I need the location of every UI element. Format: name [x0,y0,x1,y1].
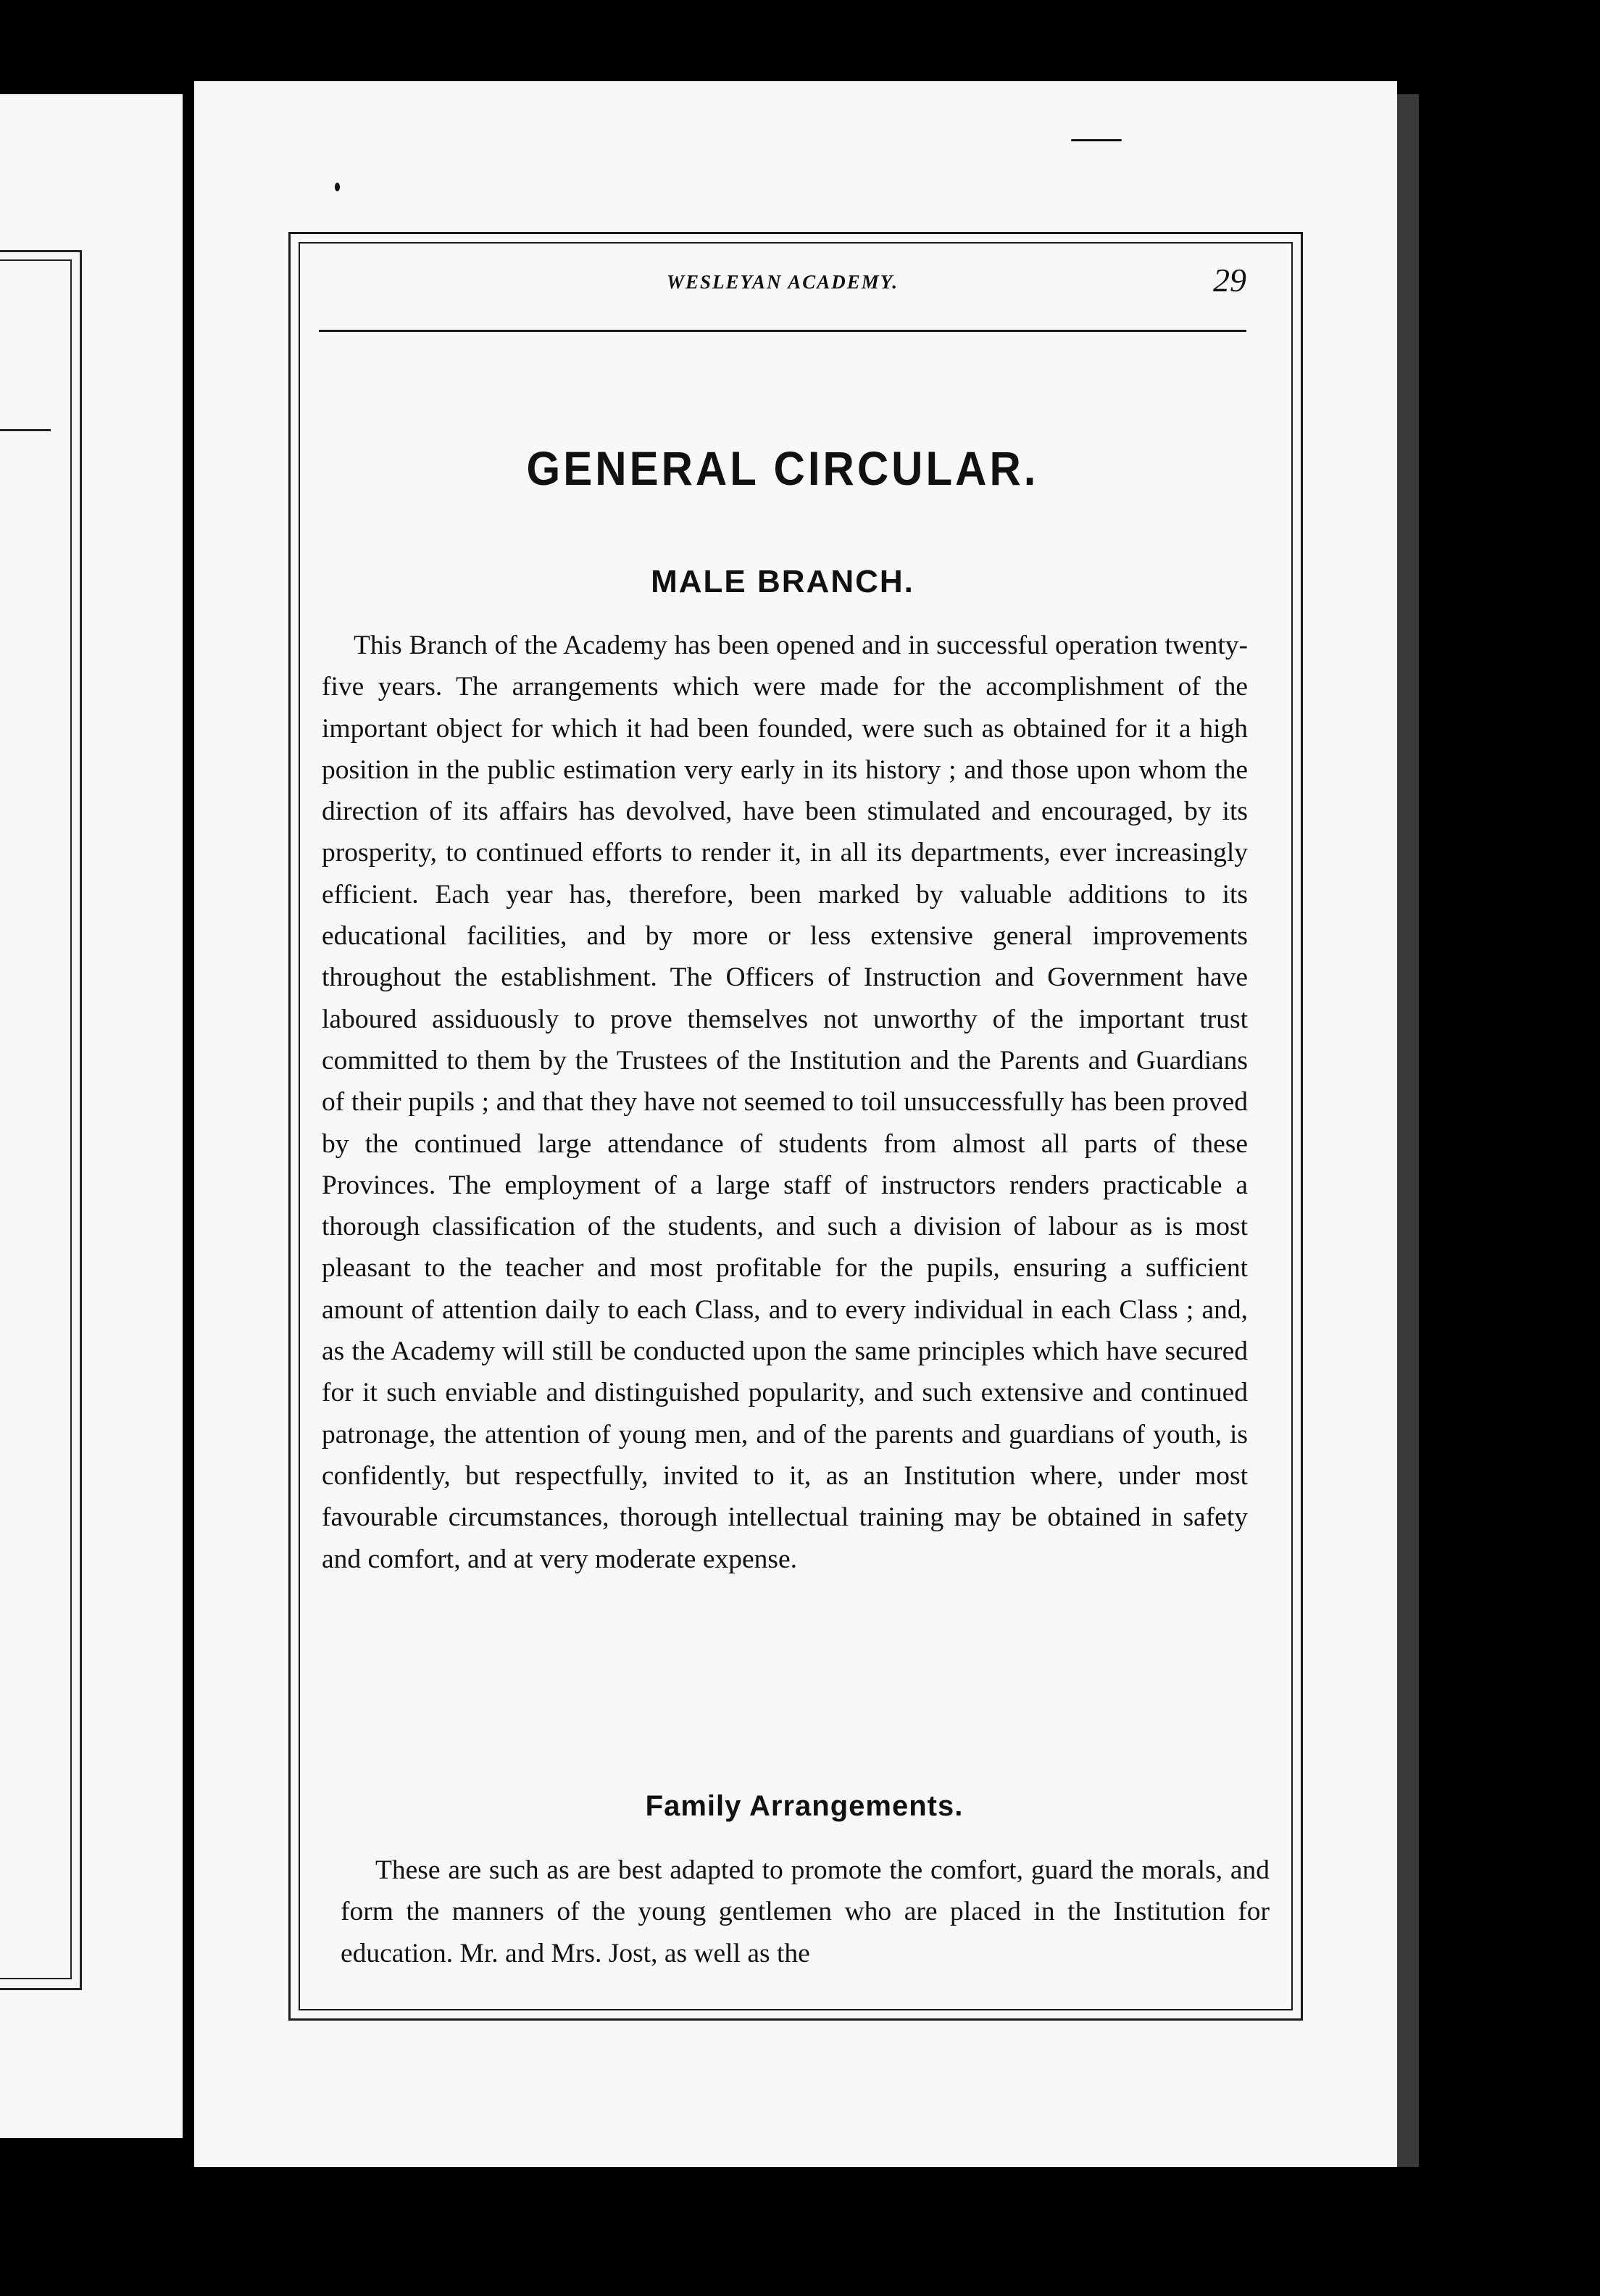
ink-speck [335,183,340,191]
page-number: 29 [1213,262,1246,299]
section-heading-male-branch: MALE BRANCH. [651,564,914,599]
facing-page-edge [0,94,183,2138]
paragraph-male-branch: This Branch of the Academy has been opened and in successful operation twenty-five years. The arrangements which were made for the accomplishment of the important object for which it had been founded, were such as obtained for it a high position in the public estimation very early in its history ; and those upon whom the direction of its affairs has devolved, have been stimulated and encouraged, by its prosperity, to continued efforts to render it, in all its departments, ever increasingly efficient. Each year has, therefore, been marked by valuable additions to its educational facilities, and by more or less extensive general improvements throughout the establishment. The Officers of Instruction and Government have laboured assiduously to prove themselves not unworthy of the important trust committed to them by the Trustees of the Institution and the Parents and Guardians of their pupils ; and that they have not seemed to toil unsuccessfully has been proved by the continued large attendance of students from almost all parts of these Provinces. The employment of a large staff of instructors renders practicable a thorough classification of the students, and such a division of labour as is most pleasant to the teacher and most profitable for the pupils, ensuring a sufficient amount of attention daily to each Class, and to every individual in each Class ; and, as the Academy will still be conducted upon the same principles which have secured for it such enviable and distinguished popularity, and such extensive and continued patronage, the attention of young men, and of the parents and guardians of youth, is confidently, but respectfully, invited to it, as an Institution where, under most favourable circumstances, thorough intellectual training may be obtained in safety and comfort, and at very moderate expense. [322,631,1248,1574]
running-title: WESLEYAN ACADEMY. [666,271,899,293]
ink-speck [1071,139,1122,141]
circular-title: GENERAL CIRCULAR. [526,441,1039,496]
header-rule [319,330,1246,332]
paragraph-family-arrangements: These are such as are best adapted to promote the comfort, guard the morals, and form the manners of the young gentlemen who are placed in the Institution for education. Mr. and Mrs. Jost, as well as the [341,1855,1270,1968]
running-head [319,261,1246,312]
section-heading-family-arrangements: Family Arrangements. [645,1790,964,1822]
facing-page-rule [0,429,51,431]
facing-page-inner-frame [0,259,72,1979]
page-edge-shadow [1397,94,1419,2167]
